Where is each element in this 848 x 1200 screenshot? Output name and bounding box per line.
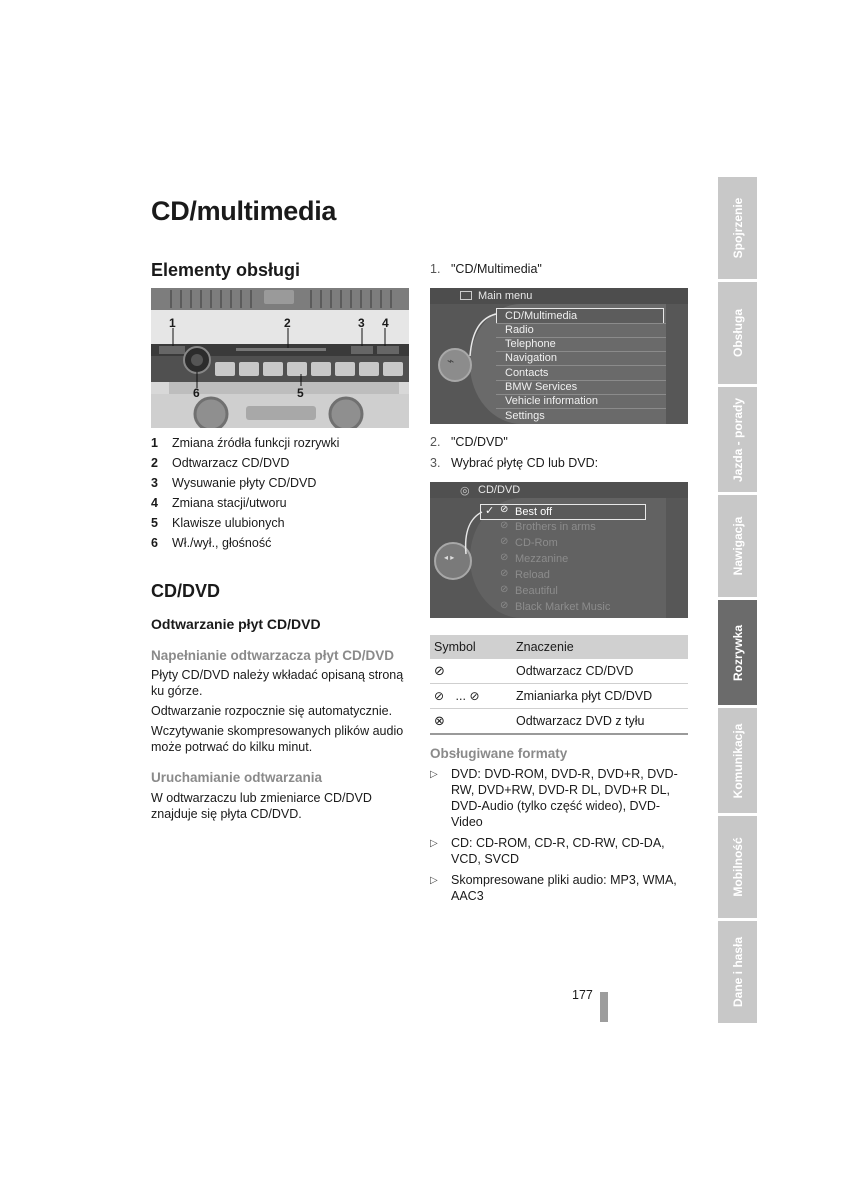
list-item bbox=[430, 835, 692, 867]
legend-item bbox=[151, 455, 411, 475]
table-row bbox=[430, 709, 688, 735]
symbol-cell bbox=[430, 684, 512, 709]
table-row bbox=[430, 659, 688, 684]
radio-panel-picture bbox=[151, 288, 409, 428]
meaning-cell: Zmianiarka płyt CD/DVD bbox=[512, 684, 688, 709]
cd-item[interactable]: Black Market Music bbox=[515, 601, 611, 613]
cd-item[interactable]: Mezzanine bbox=[515, 553, 569, 565]
legend-text: Klawisze ulubionych bbox=[172, 516, 285, 530]
legend-item bbox=[151, 515, 411, 535]
tab-label: Komunikacja bbox=[730, 723, 745, 798]
picture-label-3: 3 bbox=[358, 316, 365, 330]
tab-rozrywka[interactable] bbox=[718, 600, 757, 705]
screen-header bbox=[430, 288, 688, 304]
symbol-ellipsis: ... bbox=[455, 689, 470, 703]
radio-panel-drawing bbox=[151, 288, 409, 428]
step-number: 1. bbox=[430, 262, 441, 276]
main-menu-screen bbox=[430, 288, 688, 424]
cd-dvd-screen bbox=[430, 482, 688, 618]
subheading-playback: Odtwarzanie płyt CD/DVD bbox=[151, 616, 321, 632]
selection-pointer bbox=[466, 312, 500, 358]
disc-icon: ⊘ bbox=[500, 536, 509, 547]
format-text: Skompresowane pliki audio: MP3, WMA, AAC3 bbox=[451, 873, 677, 903]
tab-dane-i-hasla[interactable] bbox=[718, 921, 757, 1023]
legend-number: 3 bbox=[151, 476, 158, 490]
page-number: 177 bbox=[572, 988, 593, 1002]
legend-number: 5 bbox=[151, 516, 158, 530]
tab-label: Jazda - porady bbox=[730, 397, 745, 482]
picture-label-5: 5 bbox=[297, 386, 304, 400]
picture-label-1: 1 bbox=[169, 316, 176, 330]
list-item bbox=[430, 766, 692, 830]
tab-komunikacja[interactable] bbox=[718, 708, 757, 813]
tab-obsluga[interactable] bbox=[718, 282, 757, 384]
picture-label-6: 6 bbox=[193, 386, 200, 400]
legend-text: Zmiana źródła funkcji rozrywki bbox=[172, 436, 340, 450]
tab-label: Nawigacja bbox=[730, 516, 745, 576]
menu-item-cd-multimedia[interactable]: CD/Multimedia bbox=[505, 310, 578, 322]
paragraph-filling-2: Odtwarzanie rozpocznie się automatycznie. bbox=[151, 704, 393, 718]
menu-item-settings[interactable]: Settings bbox=[505, 410, 545, 422]
format-text: DVD: DVD-ROM, DVD-R, DVD+R, DVD-RW, DVD+RW, DVD-R DL, DVD+R DL, DVD-Audio (tylko część wideo), DVD-Video bbox=[451, 767, 678, 829]
knob-arrows-icon: ◂ ▸ bbox=[444, 553, 455, 562]
media-icon: ⌁ bbox=[447, 354, 455, 368]
cd-item[interactable]: Brothers in arms bbox=[515, 521, 596, 533]
disc-icon: ⊘ bbox=[500, 600, 509, 611]
legend-item bbox=[151, 475, 411, 495]
paragraph-starting: W odtwarzaczu lub zmieniarce CD/DVD znajduje się płyta CD/DVD. bbox=[151, 791, 372, 821]
step-1 bbox=[430, 262, 542, 276]
selection-pointer bbox=[460, 510, 486, 556]
check-icon: ✓ bbox=[485, 505, 495, 517]
tab-label: Dane i hasła bbox=[730, 936, 745, 1008]
formats-list bbox=[430, 766, 692, 909]
step-text: Wybrać płytę CD lub DVD: bbox=[451, 456, 599, 470]
legend-number: 2 bbox=[151, 456, 158, 470]
legend-text: Wysuwanie płyty CD/DVD bbox=[172, 476, 317, 490]
step-number: 3. bbox=[430, 456, 441, 470]
cd-item-selected[interactable]: Best off bbox=[515, 506, 553, 518]
paragraph-filling-1: Płyty CD/DVD należy wkładać opisaną stroną ku górze. bbox=[151, 668, 404, 698]
legend-item bbox=[151, 495, 411, 515]
heading-filling: Napełnianie odtwarzacza płyt CD/DVD bbox=[151, 648, 395, 663]
disc-icon: ⊘ bbox=[500, 584, 509, 595]
cd-item[interactable]: CD-Rom bbox=[515, 537, 558, 549]
column-header-symbol: Symbol bbox=[430, 635, 512, 659]
heading-formats: Obsługiwane formaty bbox=[430, 746, 568, 761]
legend-number: 6 bbox=[151, 536, 158, 550]
rear-dvd-icon: ⊗ bbox=[434, 713, 445, 728]
step-2 bbox=[430, 435, 508, 449]
menu-item-radio[interactable]: Radio bbox=[505, 324, 534, 336]
cd-item[interactable]: Beautiful bbox=[515, 585, 558, 597]
menu-icon bbox=[460, 291, 472, 300]
disc-icon: ⊘ bbox=[500, 520, 509, 531]
menu-item-navigation[interactable]: Navigation bbox=[505, 352, 557, 364]
tab-jazda-porady[interactable] bbox=[718, 387, 757, 492]
list-item bbox=[430, 872, 692, 904]
menu-item-telephone[interactable]: Telephone bbox=[505, 338, 556, 350]
tab-label: Obsługa bbox=[730, 308, 745, 358]
symbol-table bbox=[430, 635, 688, 735]
tab-mobilnosc[interactable] bbox=[718, 816, 757, 918]
step-text: "CD/Multimedia" bbox=[451, 262, 542, 276]
legend-text: Zmiana stacji/utworu bbox=[172, 496, 287, 510]
cd-item[interactable]: Reload bbox=[515, 569, 550, 581]
legend-text: Odtwarzacz CD/DVD bbox=[172, 456, 290, 470]
table-row bbox=[430, 684, 688, 709]
menu-item-bmw-services[interactable]: BMW Services bbox=[505, 381, 578, 393]
bullet-triangle-icon: ▷ bbox=[430, 838, 438, 849]
format-text: CD: CD-ROM, CD-R, CD-RW, CD-DA, VCD, SVCD bbox=[451, 836, 665, 866]
meaning-cell: Odtwarzacz CD/DVD bbox=[512, 659, 688, 684]
picture-label-4: 4 bbox=[382, 316, 389, 330]
menu-item-contacts[interactable]: Contacts bbox=[505, 367, 549, 379]
legend-item bbox=[151, 435, 411, 455]
tab-label: Mobilność bbox=[730, 837, 745, 897]
disc-icon: ⊘ bbox=[500, 568, 509, 579]
disc-icon: ⊘ bbox=[500, 552, 509, 563]
legend-item bbox=[151, 535, 411, 555]
legend-number: 4 bbox=[151, 496, 158, 510]
disc-icon: ⊘ bbox=[500, 504, 509, 515]
legend-number: 1 bbox=[151, 436, 158, 450]
changer-icon: ⊘ bbox=[434, 689, 445, 703]
column-header-meaning: Znaczenie bbox=[512, 635, 688, 659]
screen-header bbox=[430, 482, 688, 498]
tab-spojrzenie[interactable] bbox=[718, 177, 757, 279]
tab-label: Spojrzenie bbox=[730, 197, 745, 259]
legend-text: Wł./wył., głośność bbox=[172, 536, 272, 550]
paragraph-filling-3: Wczytywanie skompresowanych plików audio może potrwać do kilku minut. bbox=[151, 724, 404, 754]
tab-label: Rozrywka bbox=[730, 624, 745, 681]
step-3 bbox=[430, 456, 598, 470]
step-number: 2. bbox=[430, 435, 441, 449]
tab-nawigacja[interactable] bbox=[718, 495, 757, 597]
symbol-cell bbox=[430, 659, 512, 684]
section-heading-controls: Elementy obsługi bbox=[151, 260, 301, 280]
page-number-bar bbox=[600, 992, 608, 1022]
screen-header-title: Main menu bbox=[478, 290, 533, 302]
menu-item-vehicle-information[interactable]: Vehicle information bbox=[505, 395, 598, 407]
cd-header-icon: ◎ bbox=[460, 485, 470, 497]
page-title: CD/multimedia bbox=[151, 196, 337, 226]
section-heading-cddvd: CD/DVD bbox=[151, 581, 221, 601]
disc-icon: ⊘ bbox=[434, 663, 445, 678]
changer-icon: ⊘ bbox=[469, 689, 480, 703]
screen-header-title: CD/DVD bbox=[478, 484, 521, 496]
step-text: "CD/DVD" bbox=[451, 435, 508, 449]
heading-starting: Uruchamianie odtwarzania bbox=[151, 770, 323, 785]
table-header-row bbox=[430, 635, 688, 659]
picture-label-2: 2 bbox=[284, 316, 291, 330]
meaning-cell: Odtwarzacz DVD z tyłu bbox=[512, 709, 688, 735]
bullet-triangle-icon: ▷ bbox=[430, 769, 438, 780]
controls-legend bbox=[151, 435, 411, 555]
bullet-triangle-icon: ▷ bbox=[430, 875, 438, 886]
symbol-cell bbox=[430, 709, 512, 735]
